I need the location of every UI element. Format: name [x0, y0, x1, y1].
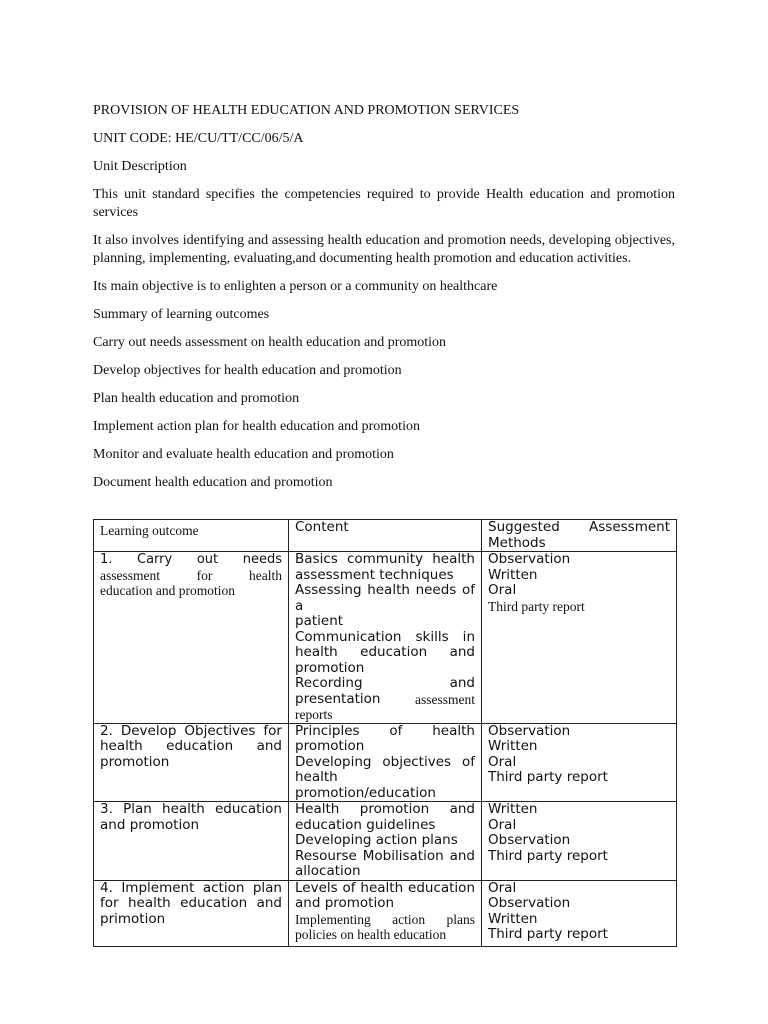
row-content: [289, 723, 482, 802]
outcome-line: Develop objectives for health education and promotion: [93, 363, 402, 378]
method-line: Oral: [488, 753, 517, 770]
table-row: [94, 552, 677, 724]
header-content: Content: [289, 520, 482, 552]
content-line: Levels of health education: [295, 880, 475, 896]
table-header-row: [94, 520, 677, 552]
method-line: Oral: [488, 880, 517, 896]
outcome-line: Plan health education and promotion: [93, 391, 300, 406]
row-outcome-line: 1. Carry out needs: [100, 552, 282, 567]
header-assessment-methods: [482, 520, 677, 552]
row-outcome-line: education and promotion: [100, 583, 235, 598]
header-assessment-word: Assessment: [589, 519, 670, 535]
description-paragraph: This unit standard specifies the competencies required to provide Health education and promotion services: [93, 187, 675, 220]
document-title: PROVISION OF HEALTH EDUCATION AND PROMOTION SERVICES: [93, 103, 520, 118]
method-line: Oral: [488, 582, 517, 598]
unit-description-heading: Unit Description: [93, 159, 187, 174]
content-line: Assessing health needs of a: [295, 582, 475, 614]
method-line: Observation: [488, 723, 571, 739]
document-body: [93, 102, 675, 502]
outcome-line: Carry out needs assessment on health education and promotion: [93, 335, 447, 350]
content-line: Developing action plans: [295, 832, 458, 848]
table-row: [94, 802, 677, 881]
row-content: [289, 880, 482, 946]
method-line: Oral: [488, 816, 517, 833]
method-line: Third party report: [488, 769, 608, 785]
content-line: assessment techniques: [295, 566, 454, 583]
content-line: Developing objectives of: [295, 753, 475, 770]
row-methods: [482, 723, 677, 802]
row-outcome: 2. Develop Objectives for health education and promotion: [94, 723, 289, 802]
unit-code: UNIT CODE: HE/CU/TT/CC/06/5/A: [93, 131, 304, 146]
method-line: Third party report: [488, 598, 585, 614]
row-content: [289, 802, 482, 881]
content-line: Basics community health: [295, 551, 475, 567]
method-line: Written: [488, 910, 538, 927]
content-line: Implementing action plans: [295, 911, 475, 927]
method-line: Observation: [488, 895, 571, 911]
content-line: promotion: [295, 738, 365, 754]
method-line: Observation: [488, 551, 571, 567]
content-line: health: [295, 769, 338, 785]
header-learning-outcome: Learning outcome: [94, 520, 289, 552]
outcome-line: Implement action plan for health education and promotion: [93, 419, 420, 434]
header-assessment-word: Methods: [488, 534, 546, 551]
row-methods: [482, 880, 677, 946]
content-line: allocation: [295, 863, 361, 879]
row-outcome-line: assessment for health: [100, 567, 282, 583]
outcome-line: Monitor and evaluate health education and promotion: [93, 447, 394, 462]
content-word: presentation: [295, 690, 381, 707]
row-methods: [482, 552, 677, 724]
content-line: and promotion: [295, 895, 395, 911]
header-assessment-word: Suggested: [488, 519, 560, 535]
content-line: [295, 692, 475, 708]
content-line: Communication skills in: [295, 628, 475, 645]
content-line: education guidelines: [295, 816, 436, 833]
row-methods: [482, 802, 677, 881]
method-line: Third party report: [488, 847, 608, 864]
row-content: [289, 552, 482, 724]
content-line: health education and: [295, 644, 475, 660]
content-line: Resourse Mobilisation and: [295, 847, 475, 864]
content-line: Recording and: [295, 675, 475, 691]
content-line: promotion/education: [295, 784, 436, 801]
row-outcome: [94, 552, 289, 724]
content-word: assessment: [415, 691, 475, 707]
method-line: Written: [488, 801, 538, 817]
content-line: promotion: [295, 659, 365, 676]
description-paragraph: It also involves identifying and assessing health education and promotion needs, developing objectives, planning, implementing, evaluating,and documenting health promotion and education activities.: [93, 233, 675, 266]
content-line: Health promotion and: [295, 801, 475, 817]
content-line: patient: [295, 613, 344, 629]
method-line: Third party report: [488, 926, 608, 942]
row-outcome: 4. Implement action plan for health education and primotion: [94, 880, 289, 946]
table-row: [94, 880, 677, 946]
learning-outcomes-table: [93, 519, 677, 947]
summary-heading: Summary of learning outcomes: [93, 307, 270, 322]
description-paragraph: Its main objective is to enlighten a person or a community on healthcare: [93, 279, 498, 294]
row-outcome: 3. Plan health education and promotion: [94, 802, 289, 881]
outcome-line: Document health education and promotion: [93, 475, 333, 490]
content-line: policies on health education: [295, 927, 447, 942]
table-row: [94, 723, 677, 802]
method-line: Written: [488, 738, 538, 754]
method-line: Observation: [488, 832, 571, 848]
content-line: Principles of health: [295, 723, 475, 739]
method-line: Written: [488, 566, 538, 583]
content-line: reports: [295, 707, 333, 722]
